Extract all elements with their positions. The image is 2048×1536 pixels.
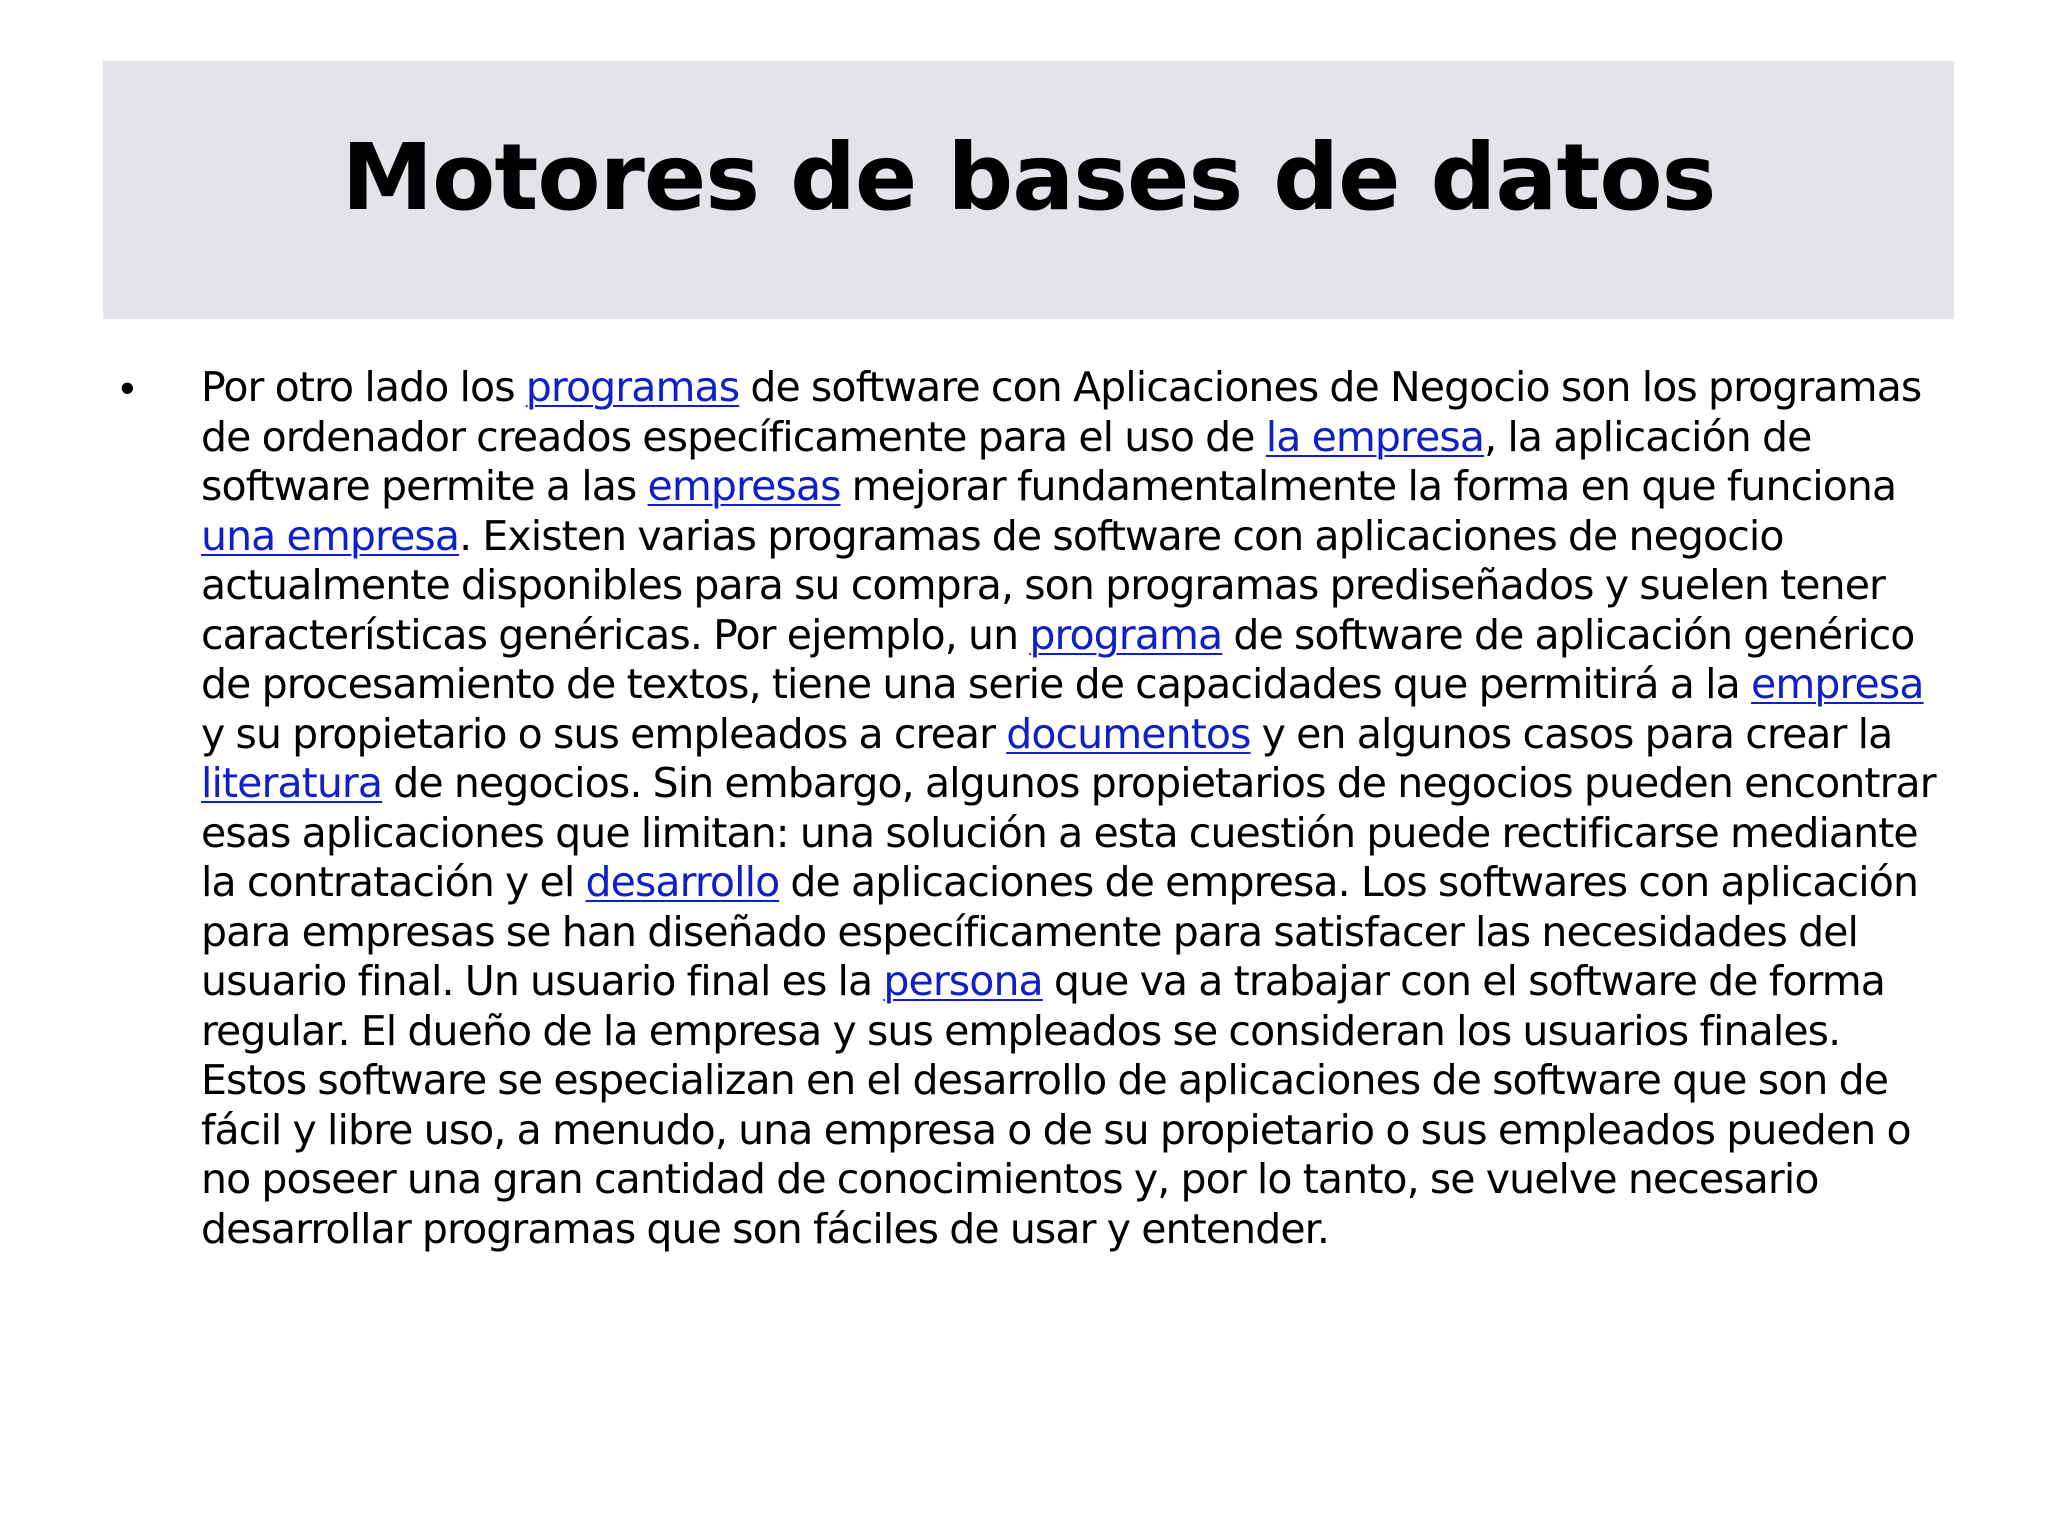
bullet-marker: •	[120, 364, 135, 411]
title-band	[103, 61, 1954, 319]
link-persona[interactable]: persona	[883, 957, 1043, 1005]
paragraph-text: Por otro lado los	[201, 363, 526, 411]
link-desarrollo[interactable]: desarrollo	[585, 858, 780, 906]
slide-title: Motores de bases de datos	[341, 124, 1716, 231]
paragraph-text: y su propietario o sus empleados a crear	[201, 709, 1007, 758]
paragraph-text: , la aplicación de software permite a las	[201, 412, 1812, 510]
paragraph-text: mejorar fundamentalmente la forma en que funciona	[840, 462, 1897, 510]
link-documentos[interactable]: documentos	[1006, 709, 1251, 758]
link-programas[interactable]: programas	[525, 363, 740, 411]
paragraph-text: de software con Aplicaciones de Negocio son los programas de ordenador creados específicamente para el uso de	[201, 363, 1922, 461]
paragraph-text: de negocios. Sin embargo, algunos propietarios de negocios pueden encontrar esas aplicaciones que limitan: una solución a esta cuestión puede rectificarse mediante la contratación y el	[201, 759, 1936, 906]
paragraph-text: . Existen varias programas de software con aplicaciones de negocio actualmente disponibles para su compra, son programas prediseñados y suelen tener características genéricas. Por ejemplo, un	[201, 511, 1885, 659]
link-empresas[interactable]: empresas	[647, 462, 841, 510]
paragraph-text: de software de aplicación genérico de procesamiento de textos, tiene una serie de capacidades que permitirá a la	[201, 610, 1915, 708]
link-literatura[interactable]: literatura	[201, 759, 383, 807]
paragraph-text: y en algunos casos para crear la	[1250, 709, 1893, 758]
paragraph-text: de aplicaciones de empresa. Los softwares con aplicación para empresas se han diseñado específicamente para satisfacer las necesidades del usuario final. Un usuario final es la	[201, 858, 1919, 1005]
link-una-empresa[interactable]: una empresa	[201, 511, 460, 560]
link-empresa[interactable]: empresa	[1751, 660, 1924, 708]
link-programa[interactable]: programa	[1029, 610, 1223, 659]
bullet-paragraph	[201, 363, 1941, 1254]
link-la-empresa[interactable]: la empresa	[1265, 412, 1485, 461]
paragraph-text: que va a trabajar con el software de forma regular. El dueño de la empresa y sus empleados se consideran los usuarios finales. Estos software se especializan en el desarrollo de aplicaciones de software que son de fácil y libre uso, a menudo, una empresa o de su propietario o sus empleados pueden o no poseer una gran cantidad de conocimientos y, por lo tanto, se vuelve necesario desarrollar programas que son fáciles de usar y entender.	[201, 957, 1911, 1253]
